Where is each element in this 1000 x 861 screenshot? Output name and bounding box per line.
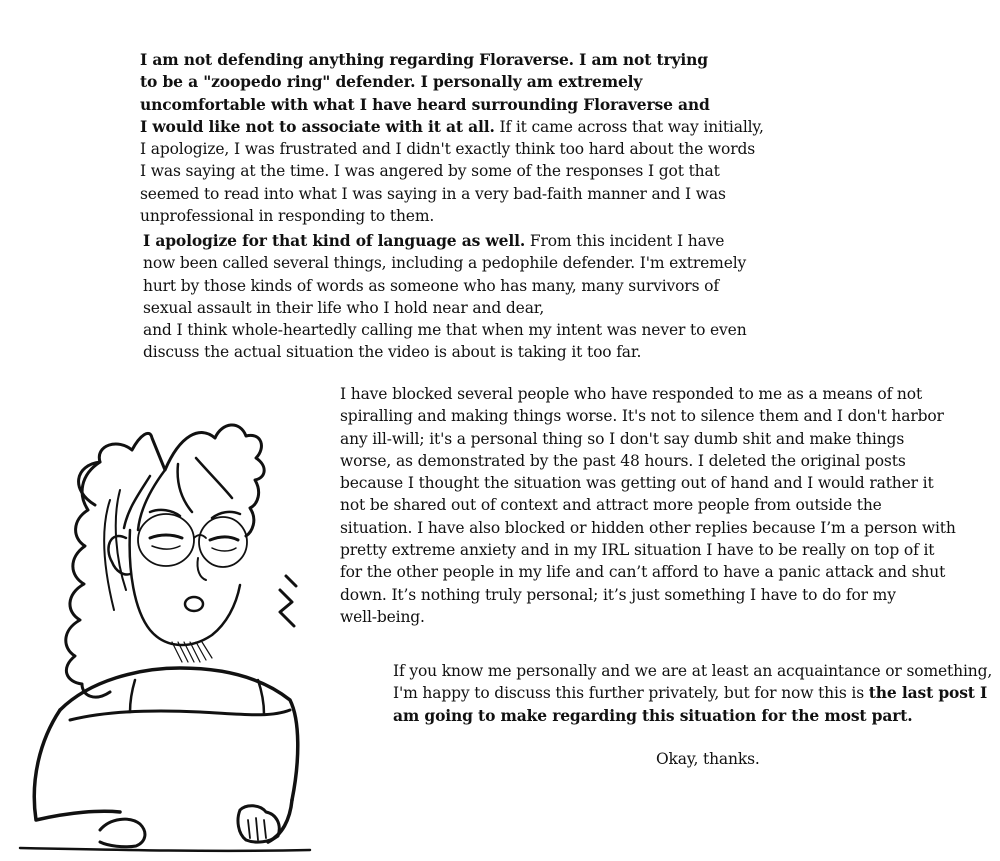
text-line: to be a "zoopedo ring" defender. I personally am extremely bbox=[140, 72, 643, 92]
text-line: unprofessional in responding to them. bbox=[140, 207, 435, 226]
nose bbox=[197, 558, 206, 580]
mouth bbox=[185, 597, 203, 611]
eye-left-lid bbox=[152, 546, 180, 549]
shirt-outline bbox=[60, 668, 298, 800]
character-illustration bbox=[0, 380, 340, 861]
eye-left bbox=[150, 535, 182, 538]
text-line: If you know me personally and we are at least an acquaintance or something, bbox=[393, 662, 993, 680]
text-line: spiralling and making things worse. It's not to silence them and I don't harbor bbox=[340, 407, 944, 426]
stress-mark bbox=[280, 576, 296, 626]
text-line: seemed to read into what I was saying in a very bad-faith manner and I was bbox=[140, 184, 726, 203]
text-line: sexual assault in their life who I hold near and dear, bbox=[143, 298, 545, 317]
text-line: I am not defending anything regarding Floraverse. I am not trying bbox=[140, 50, 708, 69]
text-line: worse, as demonstrated by the past 48 hours. I deleted the original posts bbox=[340, 451, 906, 470]
text-line: I apologize, I was frustrated and I didn't exactly think too hard about the words bbox=[140, 140, 756, 159]
text-line: situation. I have also blocked or hidden other replies because I’m a person with bbox=[340, 518, 956, 537]
paragraph-apology bbox=[143, 230, 747, 364]
text-line: I have blocked several people who have responded to me as a means of not bbox=[340, 385, 923, 403]
text-line: well-being. bbox=[340, 607, 425, 626]
text-line: any ill-will; it's a personal thing so I don't say dumb shit and make things bbox=[340, 429, 905, 448]
paragraph-signoff bbox=[656, 748, 760, 770]
text-line: because I thought the situation was getting out of hand and I would rather it bbox=[340, 474, 934, 493]
text-line: am going to make regarding this situation for the most part. bbox=[393, 705, 913, 725]
text-line: and I think whole-heartedly calling me that when my intent was never to even bbox=[143, 321, 747, 340]
text-line: I was saying at the time. I was angered by some of the responses I got that bbox=[140, 162, 720, 181]
eye-right-lid bbox=[212, 548, 236, 551]
paragraph-closing bbox=[393, 660, 992, 727]
shirt-neckline bbox=[70, 710, 290, 720]
text-line: I would like not to associate with it at all. If it came across that way initially, bbox=[140, 116, 764, 136]
text-line: down. It’s nothing truly personal; it’s just something I have to do for my bbox=[340, 585, 896, 604]
text-line: for the other people in my life and can’t afford to have a panic attack and shut bbox=[340, 563, 946, 582]
hand-left bbox=[100, 819, 145, 847]
arm-right bbox=[268, 800, 292, 842]
paragraph-blocking bbox=[340, 383, 956, 628]
text-line: hurt by those kinds of words as someone who has many, many survivors of bbox=[143, 276, 719, 295]
text-line: uncomfortable with what I have heard surrounding Floraverse and bbox=[140, 94, 710, 114]
text-line: now been called several things, including a pedophile defender. I'm extremely bbox=[143, 254, 747, 273]
text-line: I apologize for that kind of language as well. From this incident I have bbox=[143, 231, 725, 250]
eye-right bbox=[210, 537, 238, 540]
text-line: Okay, thanks. bbox=[656, 750, 760, 768]
arm-left bbox=[34, 710, 120, 820]
face-outline bbox=[130, 530, 240, 645]
text-line: pretty extreme anxiety and in my IRL situation I have to be really on top of it bbox=[340, 541, 935, 560]
text-line: I'm happy to discuss this further privately, but for now this is the last post I bbox=[393, 683, 988, 703]
hand-right bbox=[238, 806, 279, 842]
text-line: not be shared out of context and attract more people from outside the bbox=[340, 496, 882, 515]
hand-right-fingers bbox=[248, 818, 266, 840]
hair-bangs bbox=[124, 458, 232, 530]
hair-left-strands bbox=[66, 462, 110, 697]
shirt-strap-left bbox=[130, 680, 135, 712]
table-line bbox=[20, 848, 310, 851]
paragraph-disclaimer bbox=[140, 49, 764, 227]
text-line: discuss the actual situation the video is about is taking it too far. bbox=[143, 343, 642, 362]
glasses-right-lens bbox=[199, 517, 247, 567]
glasses-left-lens bbox=[138, 514, 194, 566]
